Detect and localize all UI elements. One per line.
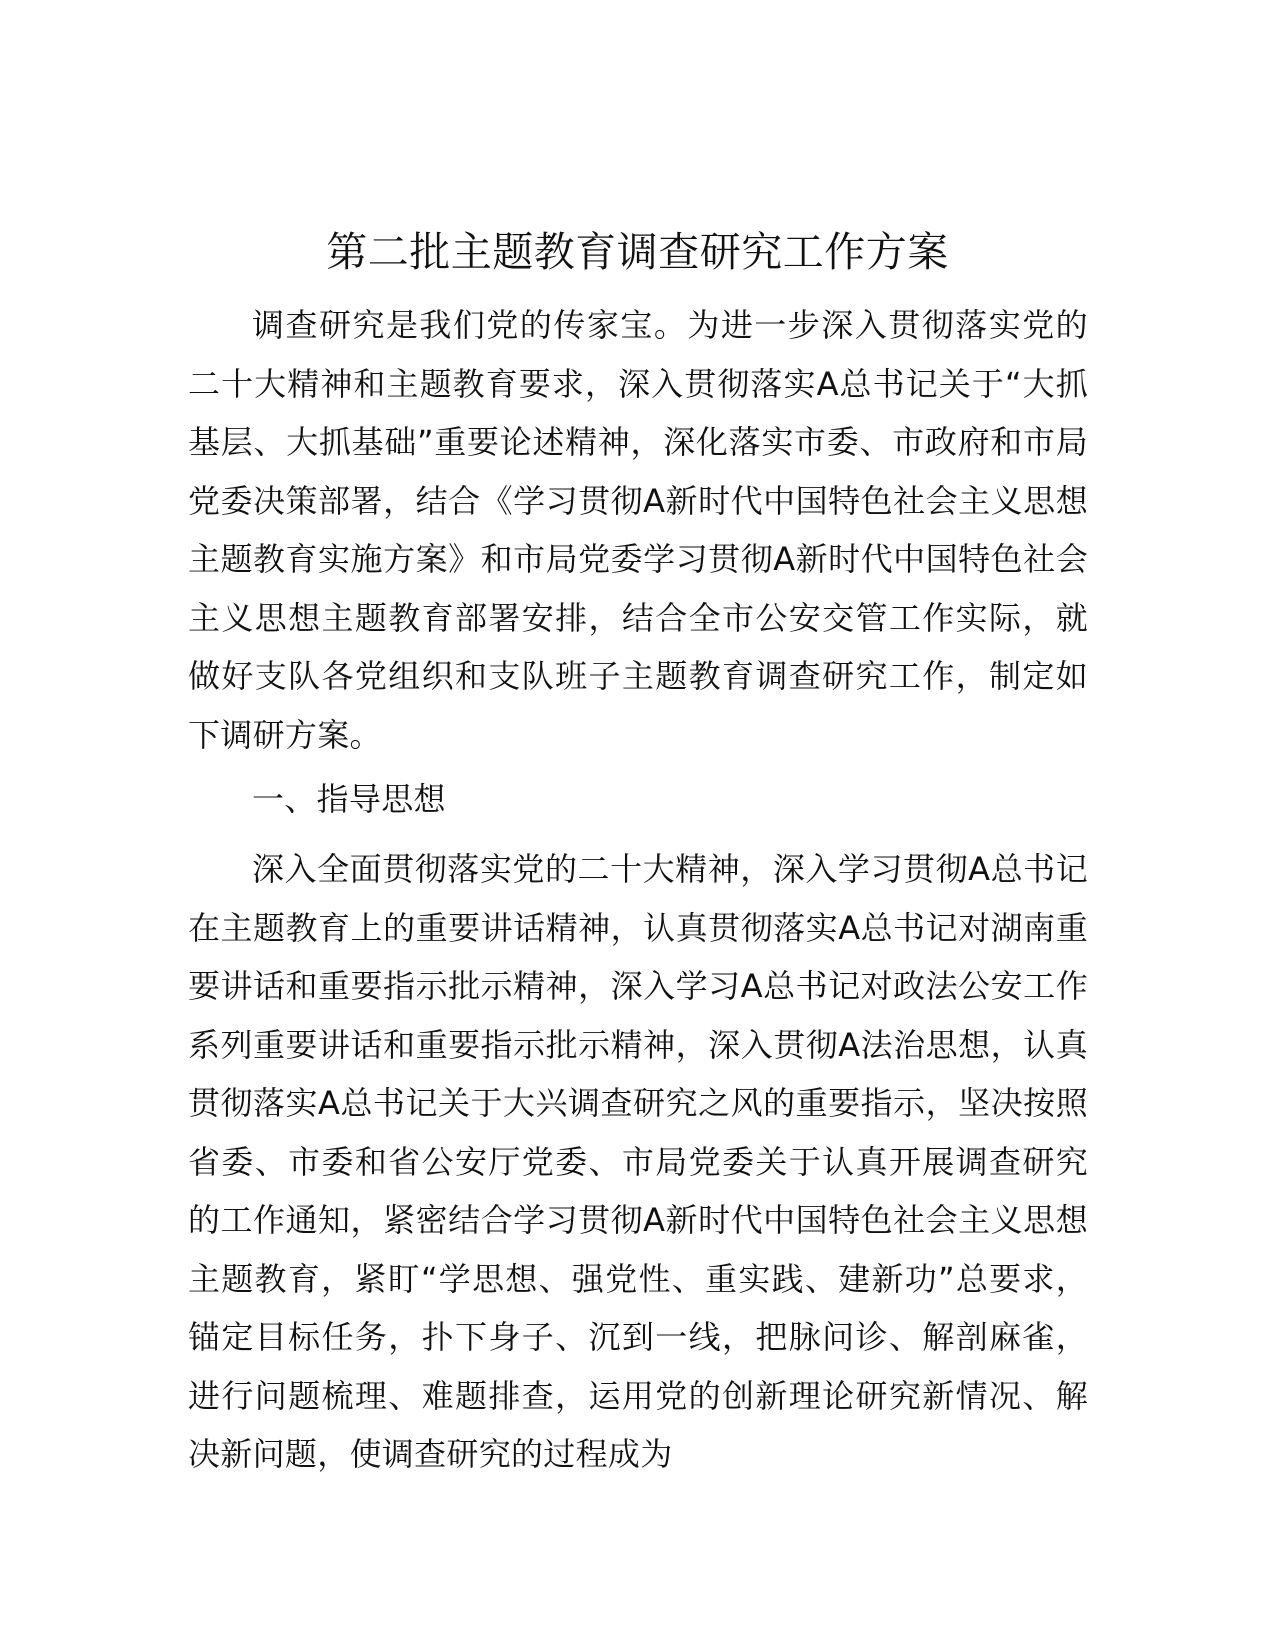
guiding-ideology-paragraph: 深入全面贯彻落实党的二十大精神，深入学习贯彻A总书记在主题教育上的重要讲话精神，认真贯彻落实A总书记对湖南重要讲话和重要指示批示精神，深入学习A总书记对政法公安工作系列重要讲话和重要指示批示精神，深入贯彻A法治思想，认真贯彻落实A总书记关于大兴调查研究之风的重要指示，坚决按照省委、市委和省公安厅党委、市局党委关于认真开展调查研究的工作通知，紧密结合学习贯彻A新时代中国特色社会主义思想主题教育，紧盯“学思想、强党性、重实践、建新功”总要求，锚定目标任务，扑下身子、沉到一线，把脉问诊、解剖麻雀，进行问题梳理、难题排查，运用党的创新理论研究新情况、解决新问题，使调查研究的过程成为	[188, 850, 1088, 1473]
section-heading-guiding-ideology: 一、指导思想	[252, 780, 446, 818]
document-title: 第二批主题教育调查研究工作方案	[326, 228, 949, 276]
intro-paragraph: 调查研究是我们党的传家宝。为进一步深入贯彻落实党的二十大精神和主题教育要求，深入贯彻落实A总书记关于“大抓基层、大抓基础”重要论述精神，深化落实市委、市政府和市局党委决策部署，结合《学习贯彻A新时代中国特色社会主义思想主题教育实施方案》和市局党委学习贯彻A新时代中国特色社会主义思想主题教育部署安排，结合全市公安交管工作实际，就做好支队各党组织和支队班子主题教育调查研究工作，制定如下调研方案。	[188, 306, 1088, 754]
